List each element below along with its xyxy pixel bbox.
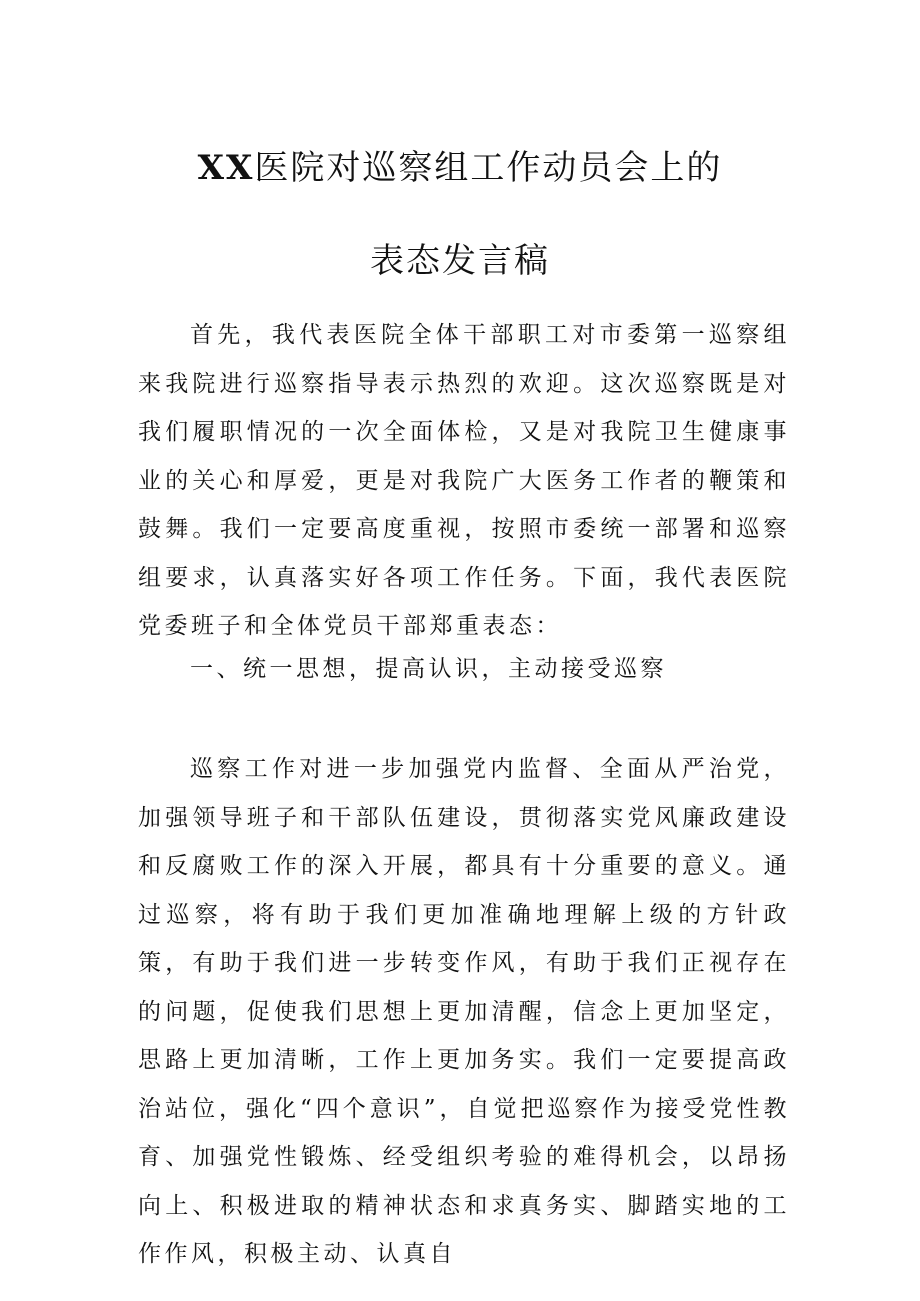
document-title-line-2: 表态发言稿 bbox=[370, 241, 550, 281]
section-1-paragraph: 巡察工作对进一步加强党内监督、全面从严治党，加强领导班子和干部队伍建设，贯彻落实党风廉政建设和反腐败工作的深入开展，都具有十分重要的意义。通过巡察，将有助于我们更加准确地理解上级的方针政策，有助于我们进一步转变作风，有助于我们正视存在的问题，促使我们思想上更加清醒，信念上更加坚定，思路上更加清晰，工作上更加务实。我们一定要提高政治站位，强化“四个意识”，自觉把巡察作为接受党性教育、加强党性锻炼、经受组织考验的难得机会，以昂扬向上、积极进取的精神状态和求真务实、脚踏实地的工作作风，积极主动、认真自 bbox=[138, 756, 790, 1267]
document-title-line-1: XX医院对巡察组工作动员会上的 bbox=[197, 148, 723, 188]
section-heading-1: 一、统一思想，提高认识，主动接受巡察 bbox=[190, 656, 667, 682]
opening-paragraph: 首先，我代表医院全体干部职工对市委第一巡察组来我院进行巡察指导表示热烈的欢迎。这次巡察既是对我们履职情况的一次全面体检，又是对我院卫生健康事业的关心和厚爱，更是对我院广大医务工作者的鞭策和鼓舞。我们一定要高度重视，按照市委统一部署和巡察组要求，认真落实好各项工作任务。下面，我代表医院党委班子和全体党员干部郑重表态： bbox=[138, 322, 790, 639]
